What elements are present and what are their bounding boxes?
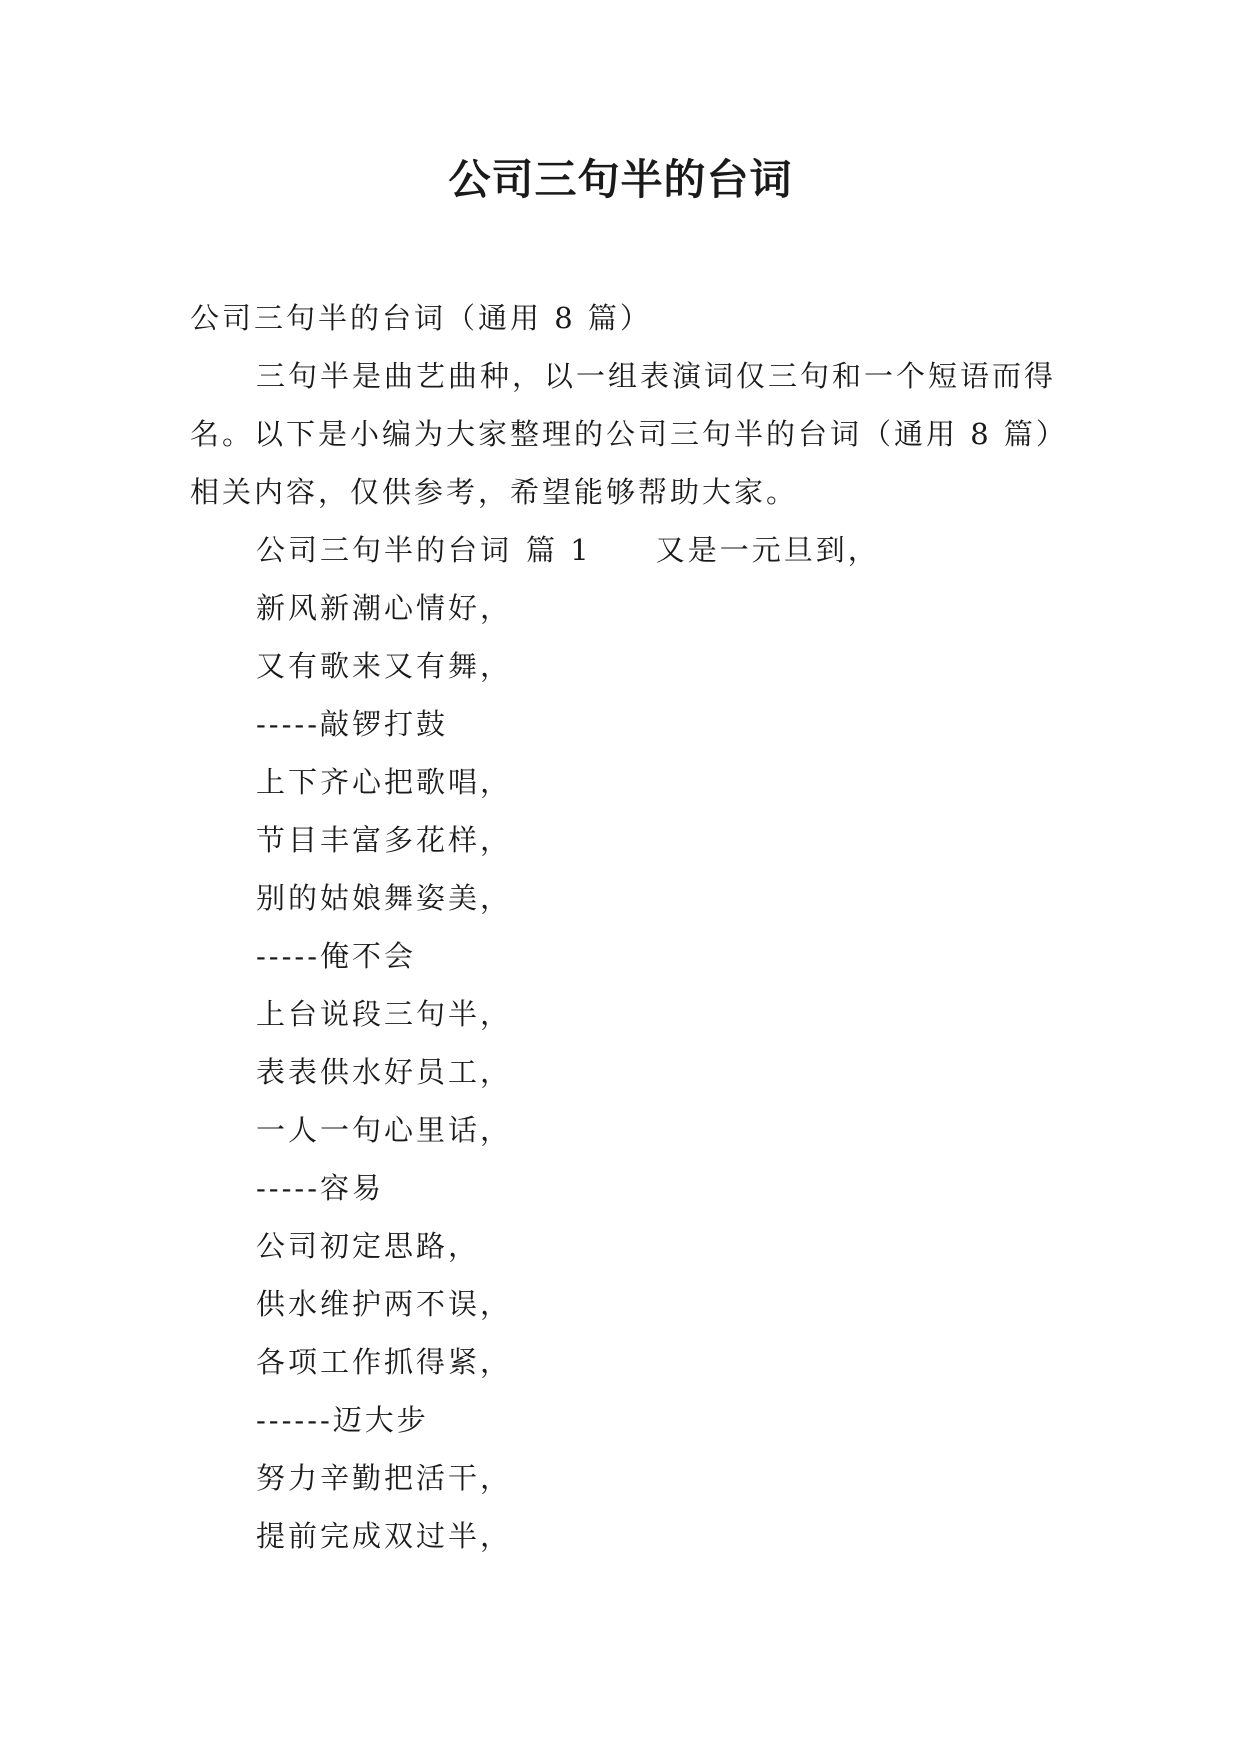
section-heading-line (190, 521, 1060, 579)
document-subtitle: 公司三句半的台词（通用 8 篇） (190, 301, 652, 335)
verse-line: 上下齐心把歌唱， (256, 765, 513, 799)
verse-line: 别的姑娘舞姿美， (256, 881, 513, 915)
verse-line: 各项工作抓得紧， (256, 1345, 513, 1379)
verse-line: 供水维护两不误， (256, 1287, 513, 1321)
verse-line: 表表供水好员工， (256, 1055, 513, 1089)
section-heading: 公司三句半的台词 (256, 533, 513, 567)
document-body (190, 289, 1060, 1565)
verse-line: -----俺不会 (256, 939, 416, 973)
verse-line: 一人一句心里话， (256, 1113, 513, 1147)
verse-line: ------迈大步 (256, 1403, 429, 1437)
first-verse-line: 又是一元旦到， (655, 533, 880, 567)
verse-line: 提前完成双过半， (256, 1519, 513, 1553)
document-title: 公司三句半的台词 (448, 155, 793, 204)
section-label: 篇 1 (526, 533, 592, 567)
verse-line: 又有歌来又有舞， (256, 649, 513, 683)
verse-line: 上台说段三句半， (256, 997, 513, 1031)
verse-line: 节目丰富多花样， (256, 823, 513, 857)
verse-line: 新风新潮心情好， (256, 591, 513, 625)
verse-line: -----容易 (256, 1171, 384, 1205)
verse-line: 公司初定思路， (256, 1229, 481, 1263)
verse-line: -----敲锣打鼓 (256, 707, 448, 741)
verse-line: 努力辛勤把活干， (256, 1461, 513, 1495)
intro-paragraph: 三句半是曲艺曲种，以一组表演词仅三句和一个短语而得名。以下是小编为大家整理的公司三句半的台词（通用 8 篇）相关内容，仅供参考，希望能够帮助大家。 (190, 359, 1057, 509)
